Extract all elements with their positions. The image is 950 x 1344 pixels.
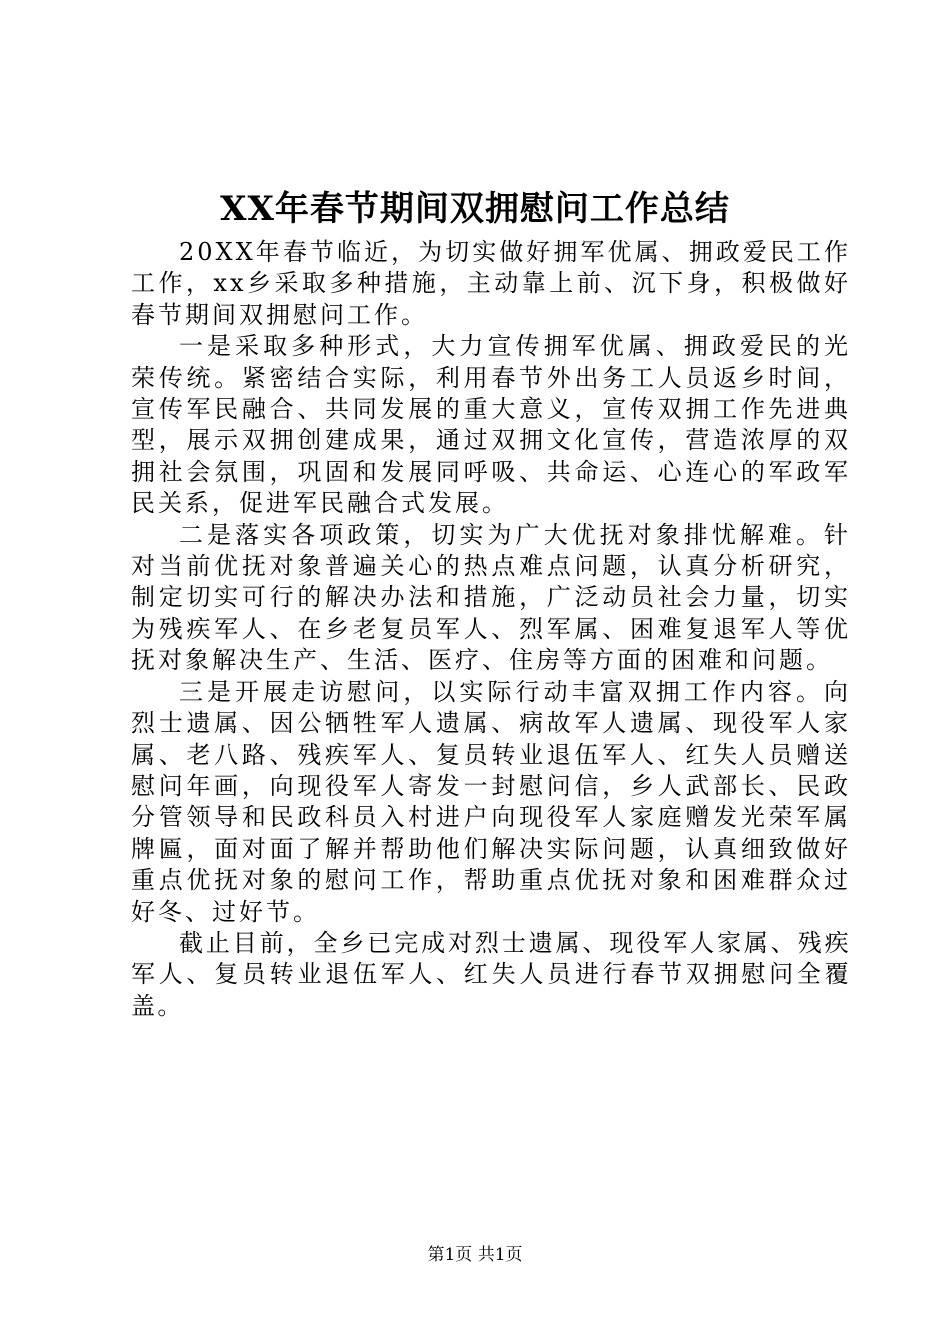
paragraph-publicity: 一是采取多种形式，大力宣传拥军优属、拥政爱民的光荣传统。紧密结合实际，利用春节外出务工人员返乡时间，宣传军民融合、共同发展的重大意义，宣传双拥工作先进典型，展示双拥创建成果，通过双拥文化宣传，营造浓厚的双拥社会氛围，巩固和发展同呼吸、共命运、心连心的军政军民关系，促进军民融合式发展。 bbox=[131, 332, 851, 518]
document-body bbox=[131, 237, 851, 1022]
paragraph-intro: 20XX年春节临近，为切实做好拥军优属、拥政爱民工作工作，xx乡采取多种措施，主动靠上前、沉下身，积极做好春节期间双拥慰问工作。 bbox=[131, 238, 851, 329]
paragraph-visits: 三是开展走访慰问，以实际行动丰富双拥工作内容。向烈士遗属、因公牺牲军人遗属、病故军人遗属、现役军人家属、老八路、残疾军人、复员转业退伍军人、红失人员赠送慰问年画，向现役军人寄发一封慰问信，乡人武部长、民政分管领导和民政科员入村进户向现役军人家庭赠发光荣军属牌匾，面对面了解并帮助他们解决实际问题，认真细致做好重点优抚对象的慰问工作，帮助重点优抚对象和困难群众过好冬、过好节。 bbox=[131, 677, 851, 926]
page-number-footer: 第1页 共1页 bbox=[427, 1245, 523, 1265]
document-title: XX年春节期间双拥慰问工作总结 bbox=[220, 189, 730, 229]
paragraph-policy: 二是落实各项政策，切实为广大优抚对象排忧解难。针对当前优抚对象普遍关心的热点难点问题，认真分析研究，制定切实可行的解决办法和措施，广泛动员社会力量，切实为残疾军人、在乡老复员军人、烈军属、困难复退军人等优抚对象解决生产、生活、医疗、住房等方面的困难和问题。 bbox=[131, 520, 851, 675]
paragraph-summary: 截止目前，全乡已完成对烈士遗属、现役军人家属、残疾军人、复员转业退伍军人、红失人员进行春节双拥慰问全覆盖。 bbox=[131, 928, 851, 1020]
